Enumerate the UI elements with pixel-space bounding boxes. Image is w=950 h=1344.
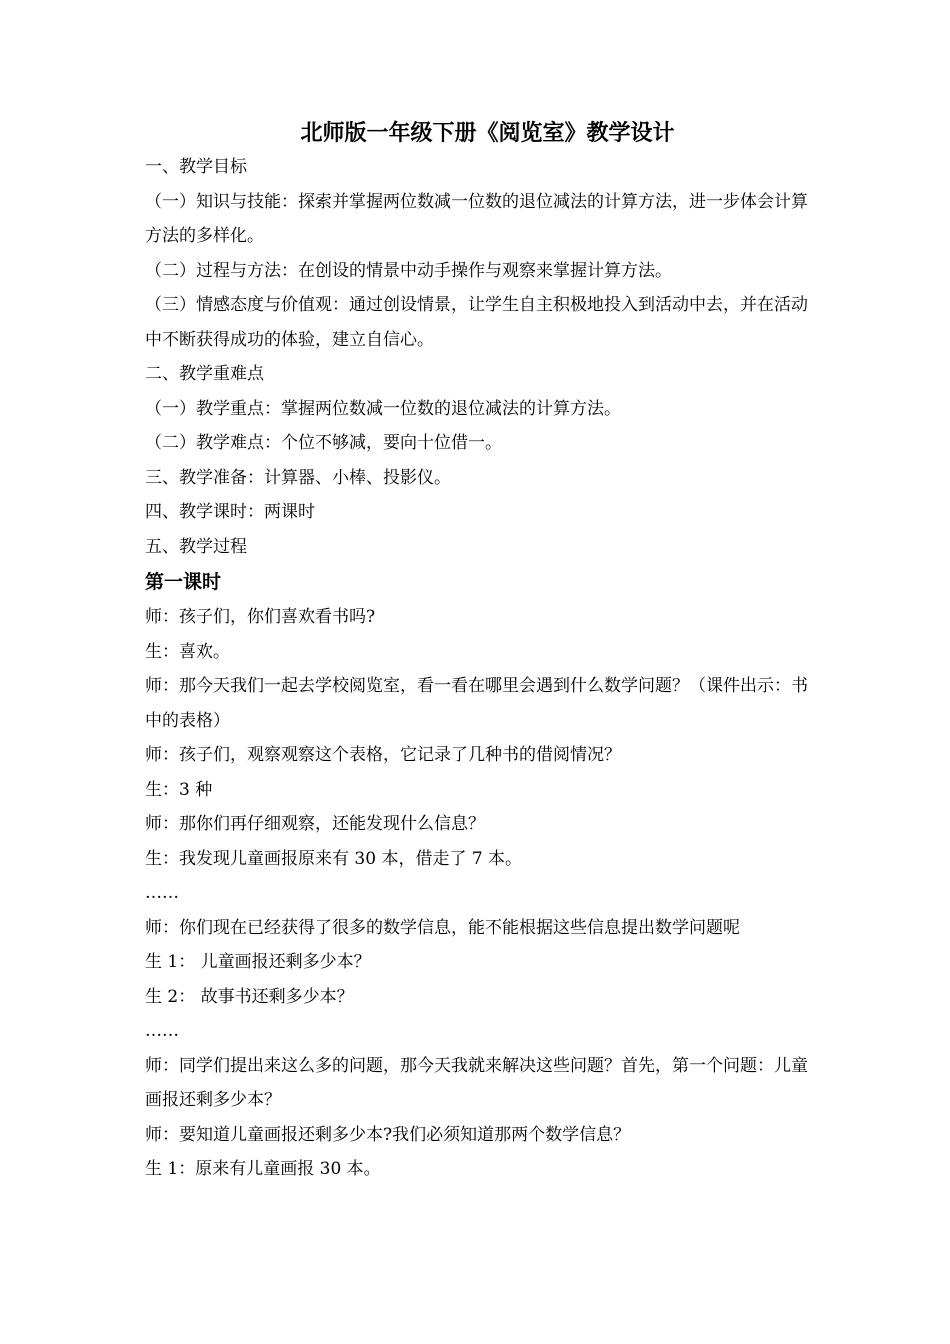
paragraph-line: 一、教学目标 <box>145 157 247 177</box>
paragraph-line: 生 1：原来有儿童画报 30 本。 <box>145 1159 381 1179</box>
paragraph-line: 五、教学过程 <box>145 536 247 557</box>
paragraph-line: （三）情感态度与价值观：通过创设情景，让学生自主积极地投入到活动中去，并在活动中不断获得成功的体验，建立自信心。 <box>145 295 808 350</box>
paragraph-line: 二、教学重难点 <box>145 364 264 384</box>
paragraph-line: 三、教学准备：计算器、小棒、投影仪。 <box>145 467 451 488</box>
paragraph-line: 师：那今天我们一起去学校阅览室，看一看在哪里会遇到什么数学问题？（课件出示：书中的表格） <box>145 676 808 731</box>
paragraph-line: 生：我发现儿童画报原来有 30 本，借走了 7 本。 <box>145 848 523 869</box>
paragraph-line: 生 2： 故事书还剩多少本？ <box>145 986 354 1007</box>
paragraph-line: （二）过程与方法：在创设的情景中动手操作与观察来掌握计算方法。 <box>145 260 672 281</box>
paragraph-line: …… <box>145 1021 179 1041</box>
paragraph-line: 师：要知道儿童画报还剩多少本?我们必须知道那两个数学信息？ <box>145 1124 631 1145</box>
paragraph-line: （一）教学重点：掌握两位数减一位数的退位减法的计算方法。 <box>145 398 621 419</box>
paragraph-line: 生：喜欢。 <box>145 641 230 662</box>
paragraph-line: 师：同学们提出来这么多的问题，那今天我就来解决这些问题？首先，第一个问题：儿童画报还剩多少本？ <box>145 1055 808 1110</box>
paragraph-line: …… <box>145 883 179 903</box>
paragraph-line: 师：你们现在已经获得了很多的数学信息，能不能根据这些信息提出数学问题呢 <box>145 917 740 938</box>
document-title: 北师版一年级下册《阅览室》教学设计 <box>300 121 675 146</box>
paragraph-line: 生 1： 儿童画报还剩多少本？ <box>145 952 371 972</box>
document-body <box>145 118 810 1187</box>
paragraph-line: 四、教学课时：两课时 <box>145 502 315 522</box>
paragraph-line: （一）知识与技能：探索并掌握两位数减一位数的退位减法的计算方法，进一步体会计算方法的多样化。 <box>145 191 808 246</box>
section-heading: 第一课时 <box>145 571 222 593</box>
paragraph-line: 师：孩子们，观察观察这个表格，它记录了几种书的借阅情况？ <box>145 745 621 765</box>
paragraph-line: 师：孩子们，你们喜欢看书吗? <box>145 607 376 627</box>
paragraph-line: 师：那你们再仔细观察，还能发现什么信息？ <box>145 814 485 834</box>
paragraph-line: 生：3 种 <box>145 779 213 800</box>
document-lines <box>145 150 810 1187</box>
paragraph-line: （二）教学难点：个位不够减，要向十位借一。 <box>145 433 502 453</box>
